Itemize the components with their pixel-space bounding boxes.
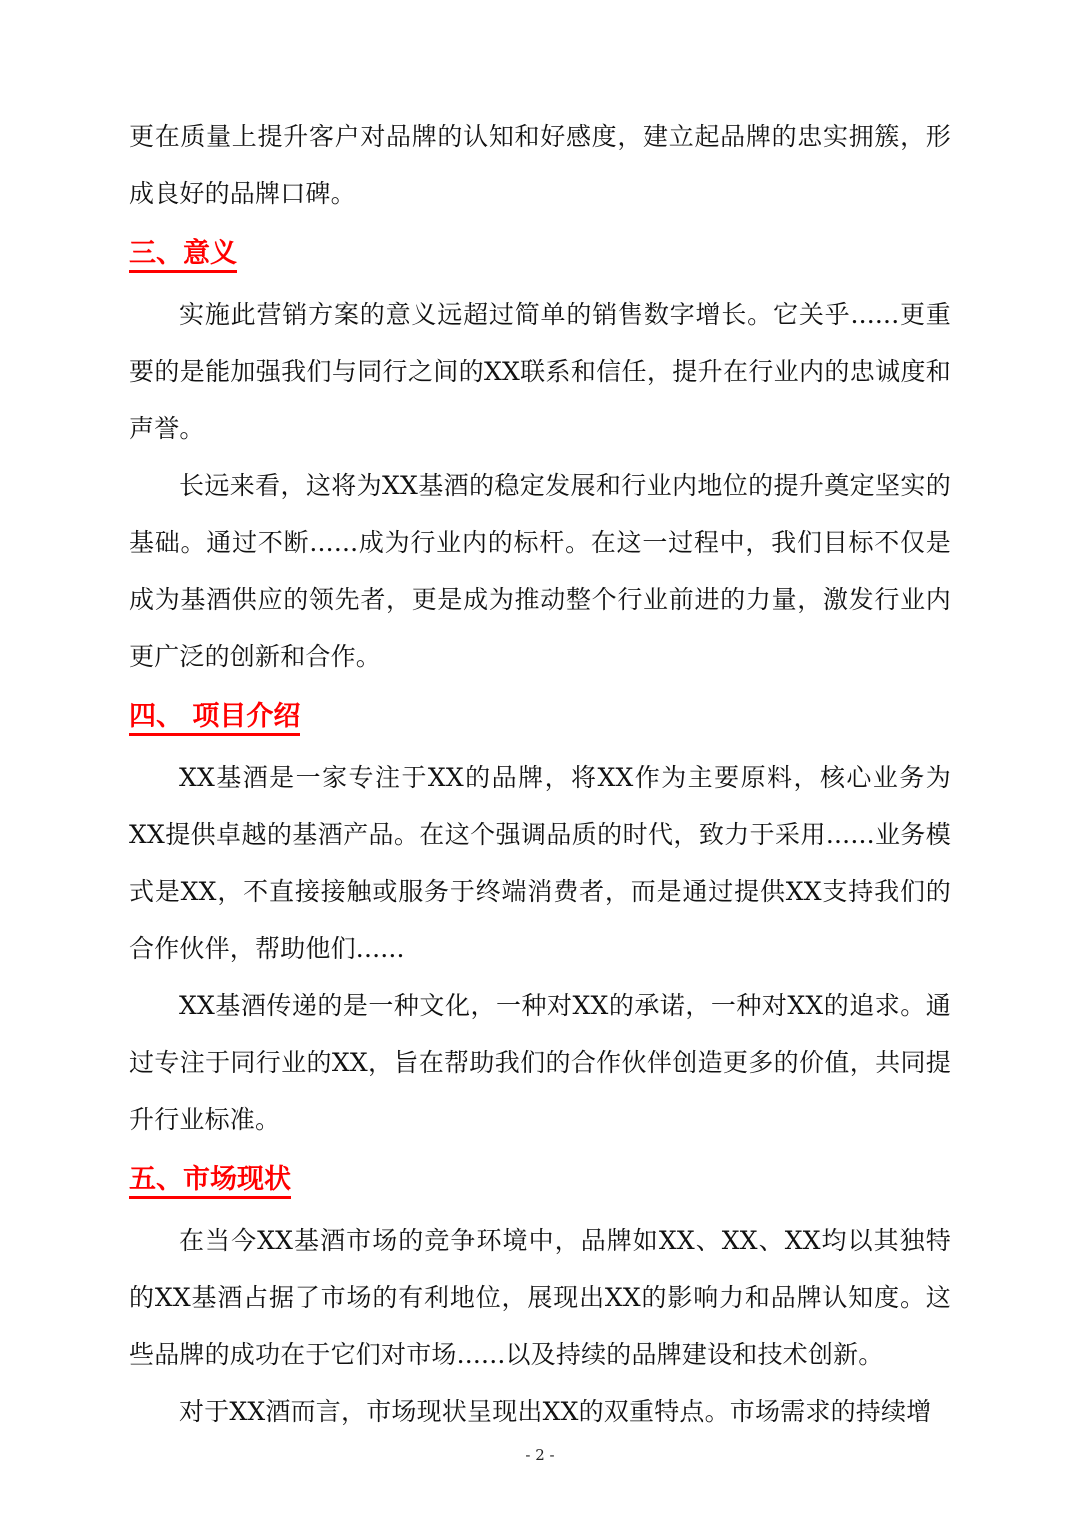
market-paragraph-2: 对于XX酒而言，市场现状呈现出XX的双重特点。市场需求的持续增: [179, 1397, 932, 1426]
project-heading: [129, 689, 951, 745]
project-heading-text: 四、 项目介绍: [129, 701, 300, 736]
market-heading: [129, 1152, 951, 1208]
intro-continuation-paragraph: 更在质量上提升客户对品牌的认知和好感度，建立起品牌的忠实拥簇，形成良好的品牌口碑。: [129, 122, 951, 208]
market-paragraph-1: 在当今XX基酒市场的竞争环境中，品牌如XX、XX、XX均以其独特的XX基酒占据了市场的有利地位，展现出XX的影响力和品牌认知度。这些品牌的成功在于它们对市场......以及持续的品牌建设和技术创新。: [129, 1226, 951, 1369]
significance-heading-text: 三、意义: [129, 238, 237, 273]
project-paragraph-2: XX基酒传递的是一种文化，一种对XX的承诺，一种对XX的追求。通过专注于同行业的XX，旨在帮助我们的合作伙伴创造更多的价值，共同提升行业标准。: [129, 991, 951, 1134]
significance-paragraph-2: 长远来看，这将为XX基酒的稳定发展和行业内地位的提升奠定坚实的基础。通过不断......成为行业内的标杆。在这一过程中，我们目标不仅是成为基酒供应的领先者，更是成为推动整个行业前进的力量，激发行业内更广泛的创新和合作。: [129, 471, 951, 671]
significance-paragraph-1: 实施此营销方案的意义远超过简单的销售数字增长。它关乎......更重要的是能加强我们与同行之间的XX联系和信任，提升在行业内的忠诚度和声誉。: [129, 300, 951, 443]
page-number: - 2 -: [525, 1446, 555, 1464]
project-paragraph-1: XX基酒是一家专注于XX的品牌，将XX作为主要原料，核心业务为XX提供卓越的基酒产品。在这个强调品质的时代，致力于采用......业务模式是XX，不直接接触或服务于终端消费者，而是通过提供XX支持我们的合作伙伴，帮助他们......: [129, 763, 951, 963]
significance-heading: [129, 226, 951, 282]
page-content: [129, 108, 951, 1440]
market-heading-text: 五、市场现状: [129, 1164, 291, 1199]
